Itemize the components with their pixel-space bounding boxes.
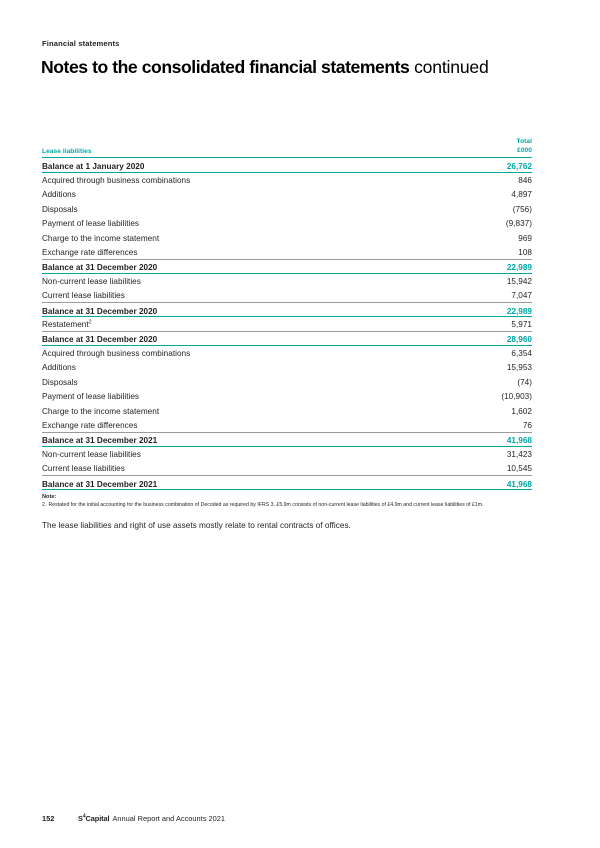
brand-letter: S bbox=[78, 814, 83, 823]
page-title bbox=[41, 57, 489, 78]
table-row-value: 26,762 bbox=[506, 161, 532, 171]
table-row-label: Non-current lease liabilities bbox=[42, 276, 141, 286]
table-row-label: Charge to the income statement bbox=[42, 233, 160, 243]
table-row bbox=[42, 202, 532, 216]
table-row-value: 28,960 bbox=[506, 335, 532, 345]
lease-liabilities-table bbox=[42, 138, 532, 490]
table-row bbox=[42, 187, 532, 201]
table-header-row bbox=[42, 138, 532, 158]
note-item bbox=[42, 502, 534, 509]
section-eyebrow: Financial statements bbox=[42, 39, 120, 48]
notes-title: Note: bbox=[42, 494, 57, 500]
table-body bbox=[42, 158, 532, 489]
table-row-value: 31,423 bbox=[506, 449, 532, 459]
table-row bbox=[42, 317, 532, 331]
brand-logo bbox=[78, 814, 109, 823]
note-number: 2. bbox=[42, 501, 47, 508]
table-row bbox=[42, 461, 532, 475]
table-row-total bbox=[42, 158, 532, 172]
table-row-value: 6,354 bbox=[511, 348, 532, 358]
table-row-label: Balance at 31 December 2021 bbox=[42, 436, 158, 446]
column-header-total-line2: £000 bbox=[517, 146, 532, 154]
table-row-value: 7,047 bbox=[511, 291, 532, 301]
table-row-label: Balance at 31 December 2020 bbox=[42, 306, 158, 316]
table-row-label: Balance at 1 January 2020 bbox=[42, 161, 145, 171]
table-row-label: Charge to the income statement bbox=[42, 406, 160, 416]
table-row bbox=[42, 447, 532, 461]
table-row-value: 1,602 bbox=[511, 406, 532, 416]
table-row-value: (74) bbox=[517, 377, 532, 387]
table-row-value: 15,953 bbox=[506, 363, 532, 373]
table-row bbox=[42, 346, 532, 360]
table-row-label: Balance at 31 December 2020 bbox=[42, 263, 158, 273]
table-row-value: 76 bbox=[522, 420, 532, 430]
table-row-value: 4,897 bbox=[511, 190, 532, 200]
column-header-label: Lease liabilities bbox=[42, 148, 92, 156]
page-footer bbox=[42, 814, 225, 823]
footnote-marker: 2 bbox=[88, 319, 92, 326]
brand-word: Capital bbox=[85, 814, 110, 823]
table-row-label: Additions bbox=[42, 363, 76, 373]
page-title-main: Notes to the consolidated financial statements bbox=[41, 57, 410, 77]
table-row-label: Acquired through business combinations bbox=[42, 348, 191, 358]
table-row-label: Current lease liabilities bbox=[42, 291, 125, 301]
table-row-value: (9,837) bbox=[505, 219, 532, 229]
table-row-label: Non-current lease liabilities bbox=[42, 449, 141, 459]
table-row bbox=[42, 216, 532, 230]
table-row-label: Current lease liabilities bbox=[42, 464, 125, 474]
column-header-total bbox=[516, 138, 532, 155]
table-row-value: 846 bbox=[518, 176, 532, 185]
table-row bbox=[42, 274, 532, 288]
table-row-value: 5,971 bbox=[511, 320, 532, 330]
table-row-value: 41,968 bbox=[506, 436, 532, 446]
column-header-total-line1: Total bbox=[516, 138, 532, 145]
page-title-continued: continued bbox=[409, 57, 489, 77]
table-row-total bbox=[42, 475, 532, 489]
table-row bbox=[42, 389, 532, 403]
table-row-label: Disposals bbox=[42, 377, 78, 387]
table-row-value: 108 bbox=[518, 248, 532, 258]
table-row-total bbox=[42, 331, 532, 345]
closing-paragraph: The lease liabilities and right of use assets mostly relate to rental contracts of offices. bbox=[42, 521, 351, 530]
page-number: 152 bbox=[42, 814, 55, 823]
table-row bbox=[42, 360, 532, 374]
table-row-label: Restatement$^2$ bbox=[42, 319, 92, 330]
table-row-label: Exchange rate differences bbox=[42, 420, 138, 430]
table-row-value: 22,989 bbox=[506, 263, 532, 273]
table-row-label: Acquired through business combinations bbox=[42, 176, 191, 185]
table-row-value: 22,989 bbox=[506, 306, 532, 316]
table-row bbox=[42, 375, 532, 389]
table-row-value: (10,903) bbox=[501, 392, 532, 402]
table-row-value: 969 bbox=[518, 233, 532, 243]
table-row-value: 10,545 bbox=[506, 464, 532, 474]
notes-block bbox=[42, 494, 534, 509]
table-row bbox=[42, 288, 532, 302]
table-row bbox=[42, 403, 532, 417]
table-row-label: Payment of lease liabilities bbox=[42, 392, 140, 402]
table-row-total bbox=[42, 432, 532, 446]
table-row-value: 15,942 bbox=[506, 276, 532, 286]
table-row-total bbox=[42, 259, 532, 273]
note-text: Restated for the initial accounting for the business combination of Decoded as required by IFRS 3. £5.9m consists of non-current lease liabilities of £4.9m and current lease liabilities of £1m. bbox=[48, 501, 484, 508]
table-row-value: (756) bbox=[512, 204, 532, 214]
table-row-label: Payment of lease liabilities bbox=[42, 219, 140, 229]
table-row-value: 41,968 bbox=[506, 479, 532, 489]
table-row-label: Additions bbox=[42, 190, 76, 200]
table-row bbox=[42, 245, 532, 259]
notes-list bbox=[42, 502, 534, 509]
table-row-label: Balance at 31 December 2020 bbox=[42, 335, 158, 345]
table-row bbox=[42, 418, 532, 432]
brand-superscript: 4 bbox=[82, 813, 86, 820]
table-row-label: Disposals bbox=[42, 204, 78, 214]
table-row-label: Balance at 31 December 2021 bbox=[42, 479, 158, 489]
table-row-total bbox=[42, 302, 532, 316]
table-row-label: Exchange rate differences bbox=[42, 248, 138, 258]
footer-document-title: Annual Report and Accounts 2021 bbox=[112, 814, 225, 823]
table-row bbox=[42, 230, 532, 244]
table-row bbox=[42, 173, 532, 187]
